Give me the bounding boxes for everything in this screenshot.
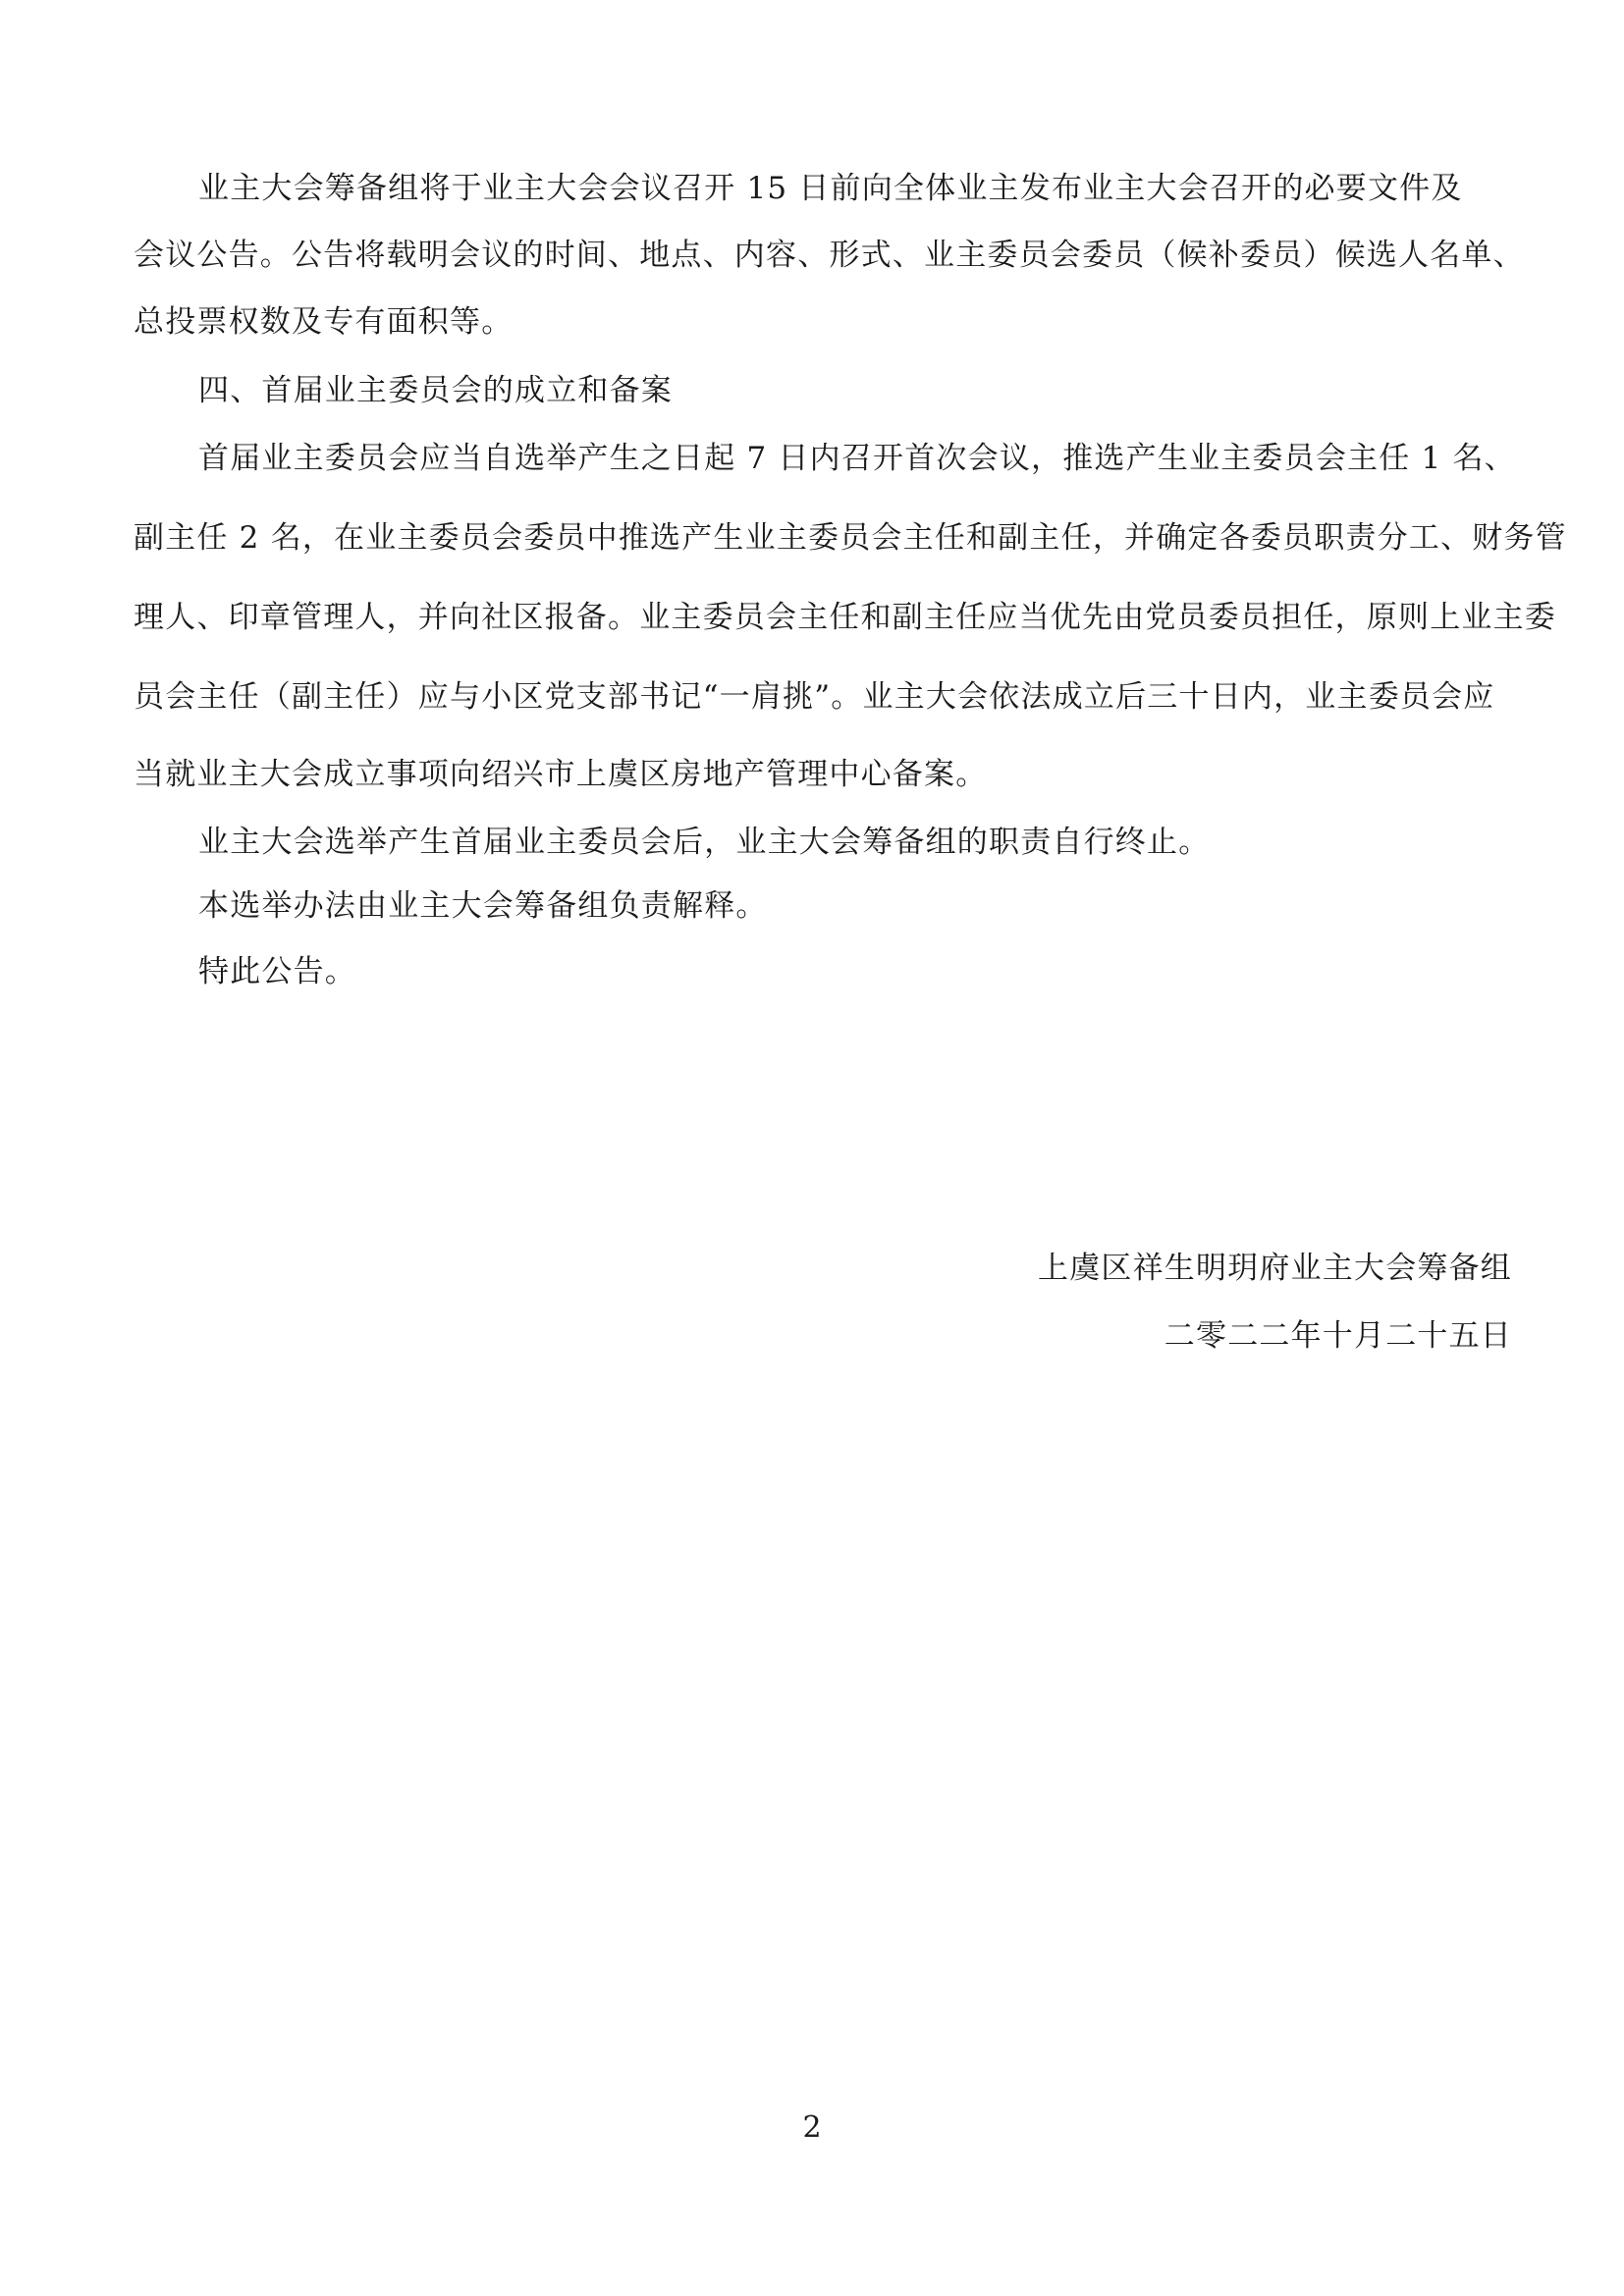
paragraph-3-line-1: 首届业主委员会应当自选举产生之日起 7 日内召开首次会议，推选产生业主委员会主任 1 名、 [198,441,1516,476]
paragraph-3-line-2: 副主任 2 名，在业主委员会委员中推选产生业主委员会主任和副主任，并确定各委员职责分工、财务管 [134,520,1567,556]
paragraph-3-line-5: 当就业主大会成立事项向绍兴市上虞区房地产管理中心备案。 [134,757,988,792]
signature-date: 二零二二年十月二十五日 [1164,1318,1512,1354]
signature-organization: 上虞区祥生明玥府业主大会筹备组 [1038,1251,1512,1286]
paragraph-5: 本选举办法由业主大会筹备组负责解释。 [198,888,768,924]
paragraph-1-line-2: 会议公告。公告将载明会议的时间、地点、内容、形式、业主委员会委员（候补委员）候选人名单、 [134,238,1525,273]
paragraph-3-line-3: 理人、印章管理人，并向社区报备。业主委员会主任和副主任应当优先由党员委员担任，原则上业主委 [134,600,1556,635]
paragraph-closing: 特此公告。 [198,954,356,989]
paragraph-1-line-3: 总投票权数及专有面积等。 [134,304,514,340]
page-number: 2 [802,2110,822,2145]
paragraph-4: 业主大会选举产生首届业主委员会后，业主大会筹备组的职责自行终止。 [198,825,1211,860]
paragraph-1-line-1: 业主大会筹备组将于业主大会会议召开 15 日前向全体业主发布业主大会召开的必要文件及 [198,171,1463,206]
paragraph-3-line-4: 员会主任（副主任）应与小区党支部书记“一肩挑”。业主大会依法成立后三十日内，业主委员会应 [134,679,1495,715]
section-heading: 四、首届业主委员会的成立和备案 [198,373,673,408]
